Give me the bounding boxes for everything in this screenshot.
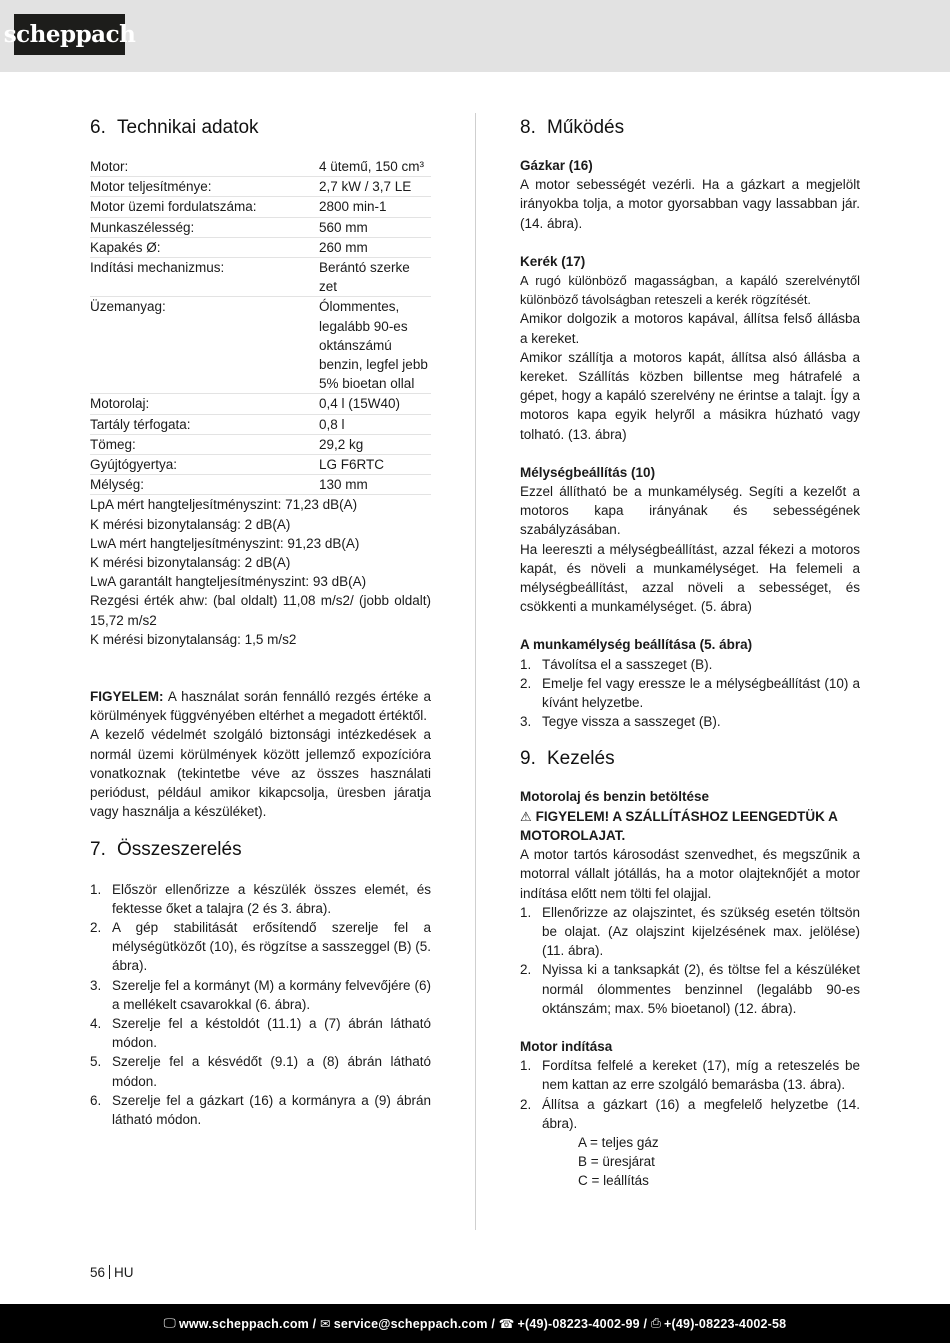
- list-number: 3.: [520, 714, 532, 730]
- work-depth-title: A munkamélység beállítása (5. ábra): [520, 637, 753, 653]
- monitor-icon: 🖵: [163, 1316, 176, 1330]
- spec-row: [90, 394, 431, 414]
- right-column: [520, 116, 860, 1191]
- spec-value: 2800 min-1: [319, 197, 431, 217]
- wheel-text-1: Amikor dolgozik a motoros kapával, állítsa felső állásba a kereket.: [520, 311, 860, 346]
- spec-row: [90, 455, 431, 475]
- list-item: [520, 1095, 860, 1133]
- list-number: 3.: [90, 977, 102, 993]
- list-item: [90, 976, 431, 1014]
- spec-row: [90, 475, 431, 495]
- oil-steps: [520, 903, 860, 1018]
- spec-label: Motor üzemi fordulatszáma:: [90, 197, 319, 217]
- spec-label: Motorolaj:: [90, 394, 319, 414]
- list-text: Fordítsa felfelé a kereket (17), míg a reteszelés be nem kattan az erre szolgáló bemarásba (13. ábra).: [542, 1058, 860, 1093]
- attention-paragraph: FIGYELEM: A használat során fennálló rezgés értéke a körülmények függvényében eltérhet a megadott értéktől.: [90, 689, 431, 724]
- list-number: 4.: [90, 1015, 102, 1031]
- spec-label: Kapakés Ø:: [90, 237, 319, 257]
- list-text: Tegye vissza a sasszeget (B).: [542, 714, 721, 730]
- spec-value: 130 mm: [319, 475, 431, 495]
- list-item: [90, 880, 431, 918]
- noise-line: K mérési bizonytalanság: 2 dB(A): [90, 516, 291, 532]
- list-text: Távolítsa el a sasszeget (B).: [542, 656, 713, 672]
- section-8-heading: 8. Működés: [520, 117, 625, 138]
- spec-value: 560 mm: [319, 217, 431, 237]
- spec-label: Indítási mechanizmus:: [90, 258, 319, 297]
- spec-row: [90, 297, 431, 394]
- spec-row: [90, 414, 431, 434]
- footer-fax: +(49)-08223-4002-58: [664, 1316, 787, 1331]
- footer-email[interactable]: service@scheppach.com /: [333, 1316, 496, 1331]
- warning-icon: ⚠: [520, 808, 532, 824]
- spec-label: Gyújtógyertya:: [90, 455, 319, 475]
- list-item: [520, 712, 860, 731]
- attention-paragraph-2: A kezelő védelmét szolgáló biztonsági intézkedések a normál üzemi körülmények között jellemző expozícióra vonatkoznak (tekintetbe véve az összes használati periódust, például amikor kikapcsolja, üresben járatja vagy használja a készüléket).: [90, 727, 431, 820]
- list-item: [90, 1052, 431, 1090]
- oil-fuel-title: Motorolaj és benzin betöltése: [520, 789, 710, 805]
- throttle-position: C = leállítás: [578, 1173, 649, 1189]
- column-divider: [475, 113, 476, 1230]
- list-text: Emelje fel vagy eressze le a mélységbeállítást (10) a kívánt helyzetbe.: [542, 675, 860, 711]
- scheppach-logo: scheppach: [14, 14, 125, 55]
- list-item: [90, 1091, 431, 1129]
- list-item: [520, 960, 860, 1018]
- spec-label: Mélység:: [90, 475, 319, 495]
- noise-line: K mérési bizonytalanság: 1,5 m/s2: [90, 631, 297, 647]
- spec-value: 260 mm: [319, 237, 431, 257]
- spec-value: 0,8 l: [319, 414, 431, 434]
- spec-label: Motor teljesítménye:: [90, 177, 319, 197]
- spec-label: Munkaszélesség:: [90, 217, 319, 237]
- page-header: [0, 0, 950, 72]
- footer-phone: +(49)-08223-4002-99 /: [517, 1316, 648, 1331]
- spec-value: Berántó szerke zet: [319, 258, 431, 297]
- list-text: Szerelje fel a késvédőt (9.1) a (8) ábrán látható módon.: [112, 1054, 431, 1089]
- list-text: A gép stabilitását erősítendő szerelje fel a mélységütközőt (10), és rögzítse a sasszeggel (B) (5. ábra).: [112, 919, 431, 974]
- spec-label: Tartály térfogata:: [90, 414, 319, 434]
- section-9-heading: 9. Kezelés: [520, 748, 615, 770]
- oil-warning: ⚠ FIGYELEM! A SZÁLLÍTÁSHOZ LEENGEDTÜK A MOTOROLAJAT.: [520, 808, 838, 843]
- left-column: [90, 116, 431, 1129]
- noise-line: LpA mért hangteljesítményszint: 71,23 dB(A): [90, 497, 358, 513]
- page-footer: [0, 1304, 950, 1343]
- email-icon: ✉: [320, 1317, 331, 1331]
- list-text: Szerelje fel a késtoldót (11.1) a (7) ábrán látható módon.: [112, 1015, 431, 1051]
- noise-line: LwA garantált hangteljesítményszint: 93 dB(A): [90, 574, 367, 590]
- list-text: Ellenőrizze az olajszintet, és szükség esetén töltsön be olajat. (Az olajszint kijelzésének max. jelölése) (11. ábra).: [542, 904, 860, 959]
- list-item: [90, 1014, 431, 1052]
- throttle-positions: [520, 1133, 860, 1191]
- wheel-title: Kerék (17): [520, 253, 586, 269]
- work-depth-steps: [520, 655, 860, 732]
- list-item: [520, 655, 860, 674]
- spec-row: [90, 197, 431, 217]
- spec-row: [90, 237, 431, 257]
- list-text: Nyissa ki a tanksapkát (2), és töltse fel a készüléket normál ólommentes benzinnel (legalább 90-es oktánszám; max. 5% bioetanol) (12. ábra).: [542, 962, 860, 1016]
- spec-value: 4 ütemű, 150 cm³: [319, 157, 431, 177]
- spec-value: 2,7 kW / 3,7 LE: [319, 177, 431, 197]
- throttle-position: A = teljes gáz: [578, 1134, 659, 1150]
- spec-label: Üzemanyag:: [90, 297, 319, 394]
- list-number: 1.: [520, 1058, 532, 1074]
- spec-row: [90, 157, 431, 177]
- wheel-small-text: A rugó különböző magasságban, a kapáló szerelvénytől különböző távolságban reteszeli a kerék rögzítését.: [520, 273, 860, 308]
- list-item: [90, 918, 431, 976]
- assembly-steps: [90, 880, 431, 1130]
- spec-row: [90, 217, 431, 237]
- list-text: Szerelje fel a gázkart (16) a kormányra a (9) ábrán látható módon.: [112, 1092, 431, 1127]
- spec-value: 0,4 l (15W40): [319, 394, 431, 414]
- list-number: 1.: [520, 656, 532, 672]
- noise-line: LwA mért hangteljesítményszint: 91,23 dB(A): [90, 535, 360, 551]
- spec-row: [90, 177, 431, 197]
- spec-table: [90, 157, 431, 495]
- list-text: Állítsa a gázkart (16) a megfelelő helyzetbe (14. ábra).: [542, 1096, 860, 1131]
- depth-text-2: Ha leereszti a mélységbeállítást, azzal fékezi a motoros kapát, és növeli a munkamélységet. Ha felemeli a mélységbeállítást, azzal növeli a sebességet, és csökkenti a munkamélységet. (5. ábra): [520, 541, 860, 615]
- noise-line: Rezgési érték ahw: (bal oldalt) 11,08 m/s2/ (jobb oldalt) 15,72 m/s2: [90, 593, 431, 628]
- list-text: Szerelje fel a kormányt (M) a kormány felvevőjére (6) a mellékelt csavarokkal (6. ábra).: [112, 977, 431, 1012]
- spec-label: Motor:: [90, 157, 319, 177]
- page-number: 56 HU: [90, 1265, 134, 1280]
- engine-start-title: Motor indítása: [520, 1038, 613, 1054]
- list-number: 1.: [90, 881, 102, 897]
- spec-value: 29,2 kg: [319, 434, 431, 454]
- list-number: 2.: [520, 962, 532, 978]
- spec-value: Ólommentes, legalább 90-es oktánszámú benzin, legfel jebb 5% bioetan ollal: [319, 297, 431, 394]
- engine-start-steps: [520, 1056, 860, 1133]
- section-7-heading: 7. Összeszerelés: [90, 838, 242, 860]
- spec-value: LG F6RTC: [319, 455, 431, 475]
- list-item: [520, 903, 860, 961]
- list-item: [520, 674, 860, 712]
- noise-values: [90, 495, 431, 649]
- throttle-position: B = üresjárat: [578, 1154, 655, 1170]
- list-number: 2.: [90, 919, 102, 935]
- list-number: 2.: [520, 1096, 532, 1112]
- wheel-text-2: Amikor szállítja a motoros kapát, állítsa alsó állásba a kereket. Szállítás közben billentse meg hátrafelé a gépet, hogy a kapáló szerelvény ne érintse a talajt. Így a motoros kapa egyik helyről a másikra húzható vagy tolható. (13. ábra): [520, 349, 860, 442]
- fax-icon: ⎙: [650, 1316, 662, 1330]
- depth-text-1: Ezzel állítható be a munkamélység. Segíti a kezelőt a motoros kapa irányának és sebességének szabályzásában.: [520, 484, 860, 538]
- oil-text: A motor tartós károsodást szenvedhet, és megszűnik a motorral vállalt jótállás, ha a motor olajteknőjét a motor indítása előtt nem tölti fel olajjal.: [520, 847, 860, 901]
- spec-label: Tömeg:: [90, 434, 319, 454]
- list-number: 2.: [520, 675, 532, 691]
- list-number: 6.: [90, 1092, 102, 1108]
- spec-row: [90, 258, 431, 297]
- noise-line: K mérési bizonytalanság: 2 dB(A): [90, 555, 291, 571]
- gas-lever-title: Gázkar (16): [520, 158, 593, 173]
- section-6-heading: 6. Technikai adatok: [90, 117, 259, 138]
- list-item: [520, 1056, 860, 1094]
- phone-icon: ☎: [498, 1317, 515, 1331]
- depth-title: Mélységbeállítás (10): [520, 464, 656, 480]
- spec-row: [90, 434, 431, 454]
- list-number: 1.: [520, 904, 532, 920]
- gas-lever-text: A motor sebességét vezérli. Ha a gázkart a megjelölt irányokba tolja, a motor gyorsabban vagy lassabban jár. (14. ábra).: [520, 177, 860, 231]
- list-text: Először ellenőrizze a készülék összes elemét, és fektesse őket a talajra (2 és 3. ábra).: [112, 881, 431, 916]
- list-number: 5.: [90, 1054, 102, 1070]
- footer-web[interactable]: www.scheppach.com /: [178, 1316, 317, 1331]
